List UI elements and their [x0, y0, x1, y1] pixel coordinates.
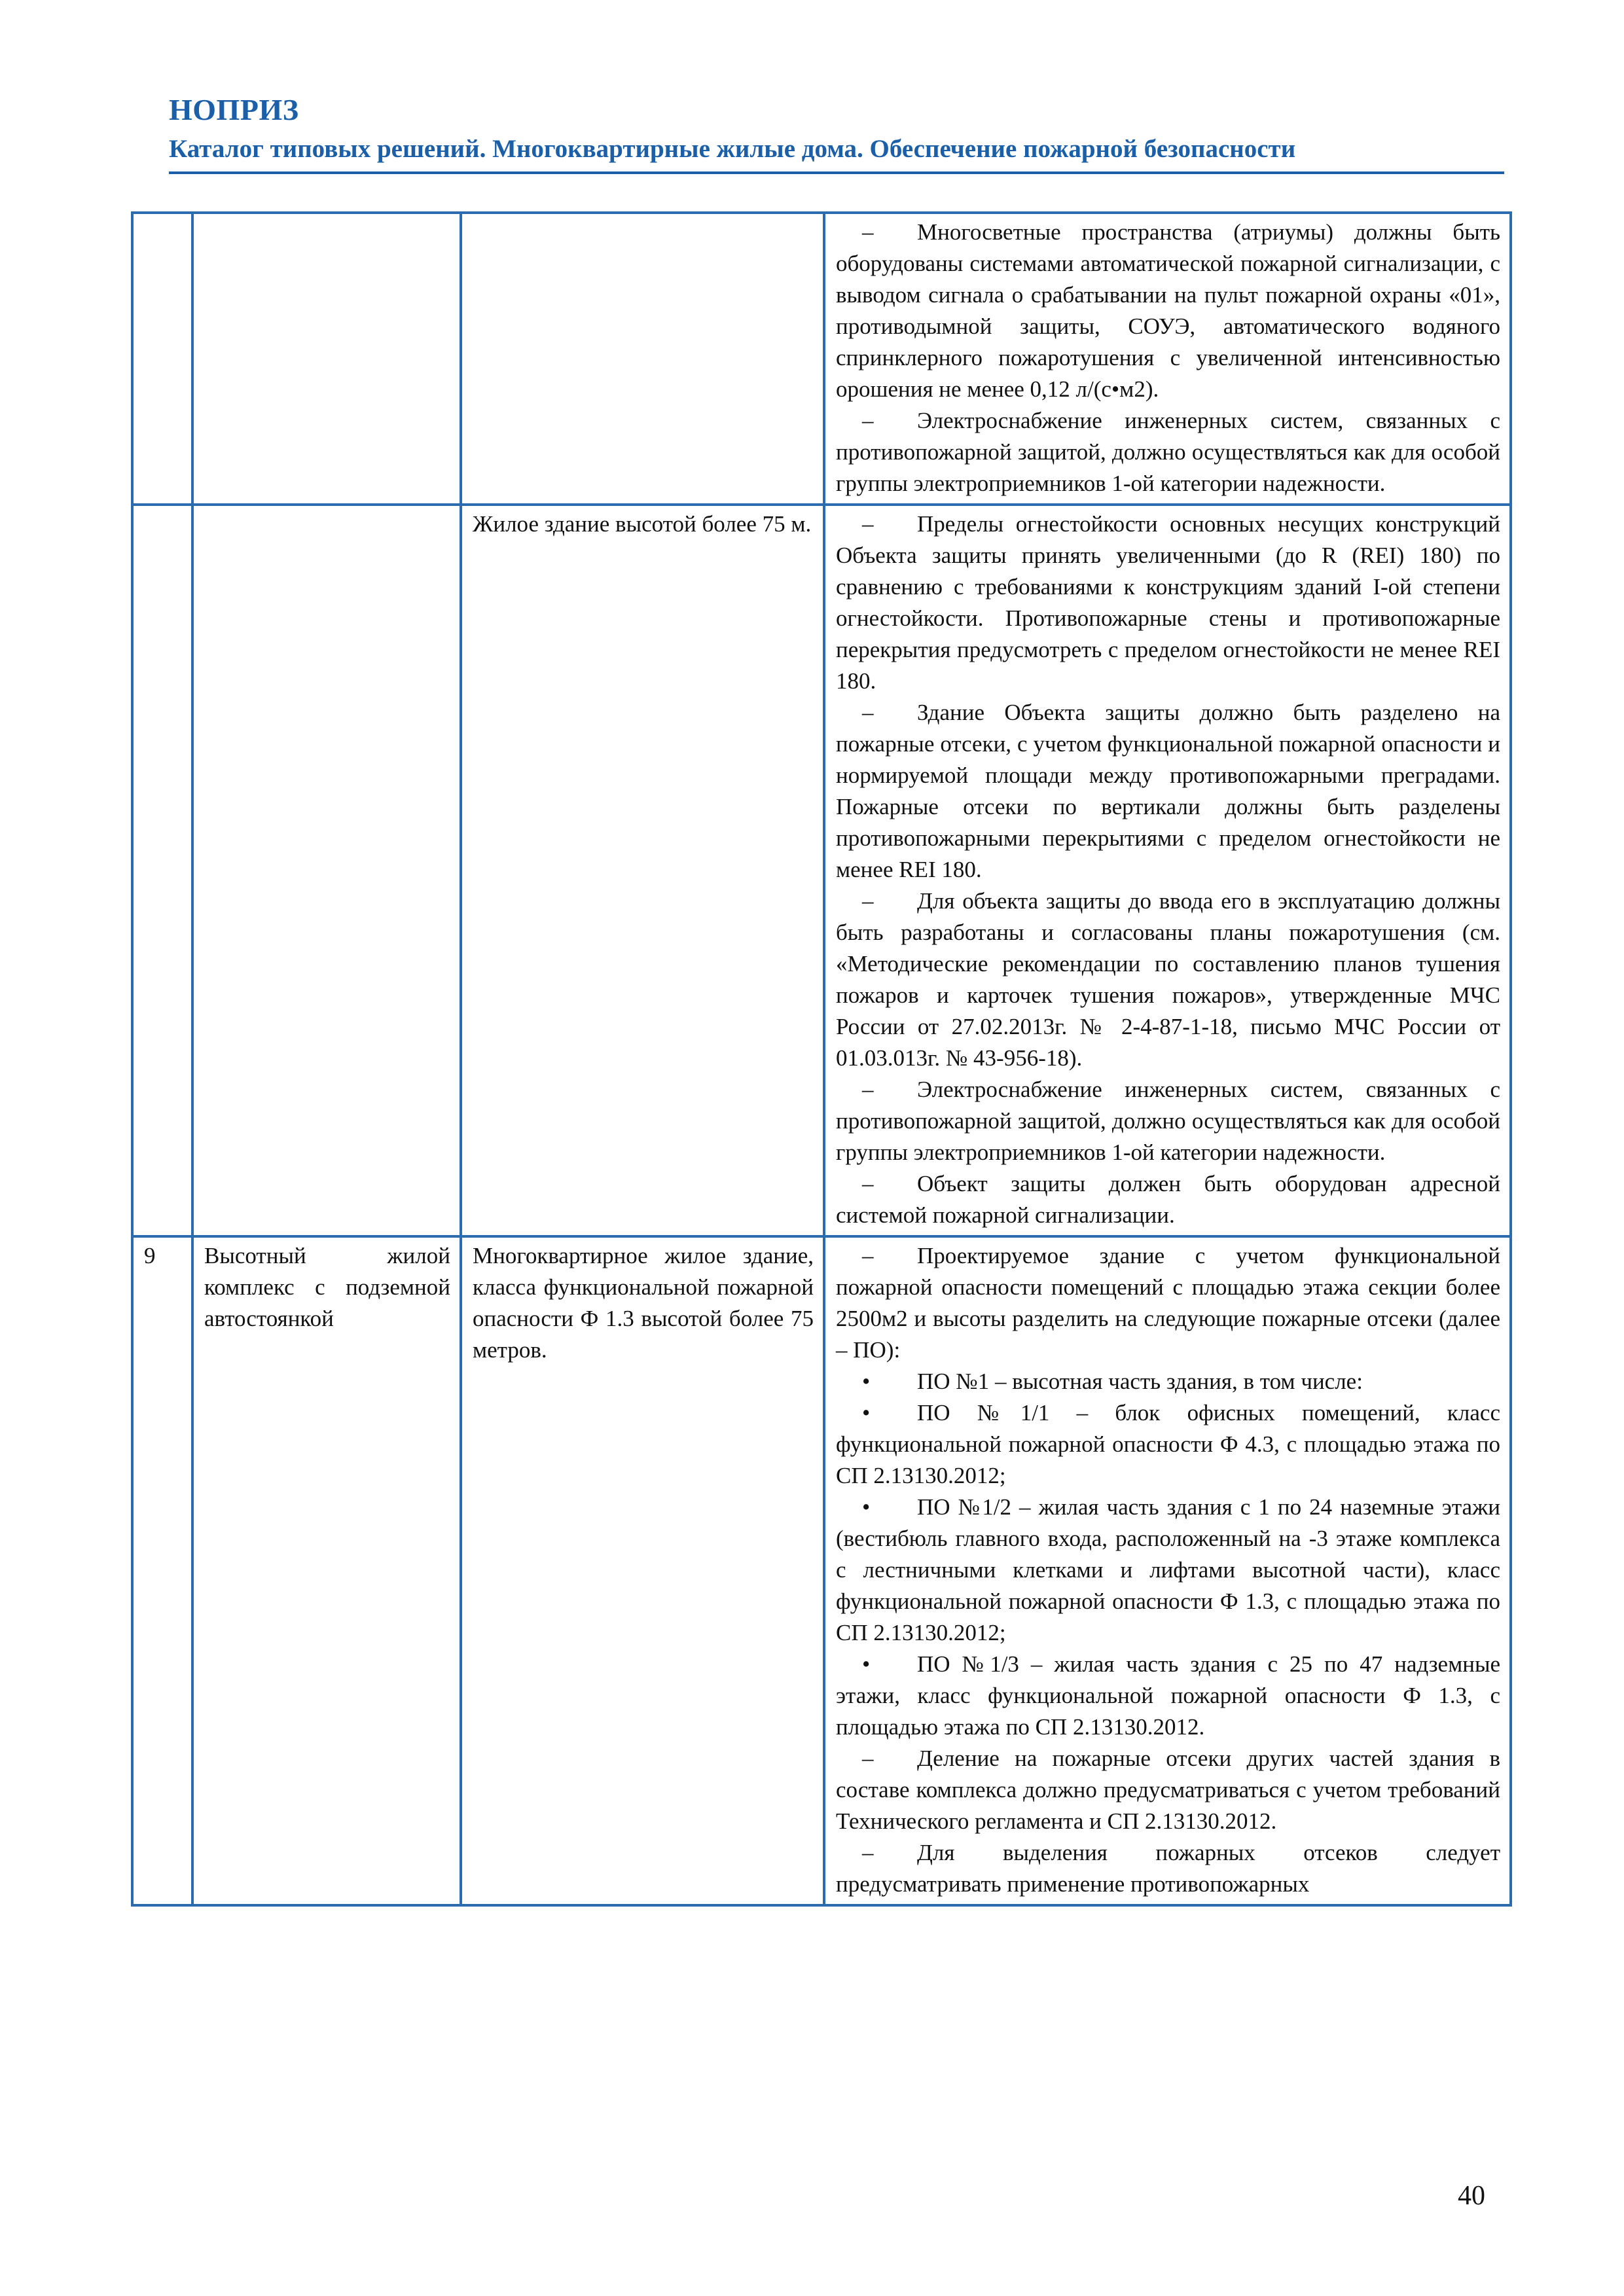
row-number-cell: 9: [132, 1236, 192, 1905]
requirement-paragraph: [836, 1366, 1500, 1397]
dash-marker: –: [862, 1077, 874, 1102]
requirement-paragraph: [836, 697, 1500, 886]
bullet-marker: •: [862, 1369, 871, 1394]
dash-marker: –: [862, 219, 874, 245]
bullet-marker: •: [862, 1400, 871, 1426]
dash-marker: –: [862, 700, 874, 725]
requirements-cell: [824, 213, 1511, 505]
dash-marker: –: [862, 1746, 874, 1771]
requirement-text: Деление на пожарные отсеки других частей здания в составе комплекса должно предусматриваться с учетом требований Технического регламента и СП 2.13130.2012.: [836, 1746, 1500, 1834]
page-number: 40: [1458, 2181, 1485, 2211]
building-type-cell: [461, 213, 824, 505]
requirements-cell: [824, 505, 1511, 1236]
page-header: [169, 92, 1504, 166]
requirements-table: [131, 211, 1512, 1907]
table-row: [132, 1236, 1511, 1905]
dash-marker: –: [862, 408, 874, 433]
table-row: [132, 213, 1511, 505]
requirement-paragraph: [836, 1397, 1500, 1492]
bullet-marker: •: [862, 1494, 871, 1520]
requirement-paragraph: [836, 1492, 1500, 1649]
bullet-marker: •: [862, 1651, 871, 1677]
table-row: [132, 505, 1511, 1236]
org-title: НОПРИЗ: [169, 93, 299, 126]
dash-marker: –: [862, 1840, 874, 1865]
requirement-text: Многосветные пространства (атриумы) должны быть оборудованы системами автоматической пожарной сигнализации, с выводом сигнала о срабатывании на пульт пожарной охраны «01», противодымной защиты, СОУЭ, автоматического водяного спринклерного пожаротушения с увеличенной интенсивностью орошения не менее 0,12 л/(с•м2).: [836, 219, 1500, 402]
header-divider: [169, 171, 1504, 174]
requirement-paragraph: [836, 1649, 1500, 1743]
requirement-paragraph: [836, 886, 1500, 1074]
requirement-text: ПО №1/1 – блок офисных помещений, класс функциональной пожарной опасности Ф 4.3, с площадью этажа по СП 2.13130.2012;: [836, 1400, 1500, 1488]
row-number-cell: [132, 213, 192, 505]
requirement-paragraph: [836, 1837, 1500, 1900]
row-number-cell: [132, 505, 192, 1236]
object-name-cell: Высотный жилой комплекс с подземной автостоянкой: [192, 1236, 461, 1905]
requirement-paragraph: [836, 509, 1500, 697]
requirement-text: ПО №1/2 – жилая часть здания с 1 по 24 наземные этажи (вестибюль главного входа, расположенный на -3 этаже комплекса с лестничными клетками и лифтами высотной части), класс функциональной пожарной опасности Ф 1.3, с площадью этажа по СП 2.13130.2012;: [836, 1494, 1500, 1645]
dash-marker: –: [862, 1243, 874, 1268]
catalog-subtitle: Каталог типовых решений. Многоквартирные жилые дома. Обеспечение пожарной безопасности: [169, 135, 1296, 163]
dash-marker: –: [862, 888, 874, 914]
requirement-text: Проектируемое здание с учетом функциональной пожарной опасности помещений с площадью этажа секции более 2500м2 и высоты разделить на следующие пожарные отсеки (далее – ПО):: [836, 1243, 1500, 1363]
requirement-paragraph: [836, 217, 1500, 405]
requirement-text: Для объекта защиты до ввода его в эксплуатацию должны быть разработаны и согласованы планы пожаротушения (см. «Методические рекомендации по составлению планов тушения пожаров и карточек тушения пожаров», утвержденные МЧС России от 27.02.2013г. № 2-4-87-1-18, письмо МЧС России от 01.03.013г. № 43-956-18).: [836, 888, 1500, 1071]
dash-marker: –: [862, 511, 874, 537]
requirement-paragraph: [836, 1074, 1500, 1168]
building-type-cell: Многоквартирное жилое здание, класса функциональной пожарной опасности Ф 1.3 высотой более 75 метров.: [461, 1236, 824, 1905]
requirement-text: ПО №1/3 – жилая часть здания с 25 по 47 надземные этажи, класс функциональной пожарной опасности Ф 1.3, с площадью этажа по СП 2.13130.2012.: [836, 1651, 1500, 1740]
requirement-paragraph: [836, 1743, 1500, 1837]
requirement-text: Здание Объекта защиты должно быть разделено на пожарные отсеки, с учетом функциональной пожарной опасности и нормируемой площади между противопожарными преградами. Пожарные отсеки по вертикали должны быть разделены противопожарными перекрытиями с пределом огнестойкости не менее REI 180.: [836, 700, 1500, 882]
requirement-paragraph: [836, 1168, 1500, 1231]
object-name-cell: [192, 505, 461, 1236]
requirements-cell: [824, 1236, 1511, 1905]
requirement-text: Пределы огнестойкости основных несущих конструкций Объекта защиты принять увеличенными (до R (REI) 180) по сравнению с требованиями к конструкциям зданий I-ой степени огнестойкости. Противопожарные стены и противопожарные перекрытия предусмотреть с пределом огнестойкости не менее REI 180.: [836, 511, 1500, 694]
requirement-text: Для выделения пожарных отсеков следует предусматривать применение противопожарных: [836, 1840, 1500, 1897]
requirement-text: Электроснабжение инженерных систем, связанных с противопожарной защитой, должно осуществляться как для особой группы электроприемников 1-ой категории надежности.: [836, 1077, 1500, 1165]
requirement-paragraph: [836, 1240, 1500, 1366]
requirement-paragraph: [836, 405, 1500, 499]
requirement-text: Электроснабжение инженерных систем, связанных с противопожарной защитой, должно осуществляться как для особой группы электроприемников 1-ой категории надежности.: [836, 408, 1500, 496]
dash-marker: –: [862, 1171, 874, 1196]
requirement-text: Объект защиты должен быть оборудован адресной системой пожарной сигнализации.: [836, 1171, 1500, 1228]
building-type-cell: Жилое здание высотой более 75 м.: [461, 505, 824, 1236]
requirement-text: ПО №1 – высотная часть здания, в том числе:: [917, 1369, 1363, 1394]
object-name-cell: [192, 213, 461, 505]
